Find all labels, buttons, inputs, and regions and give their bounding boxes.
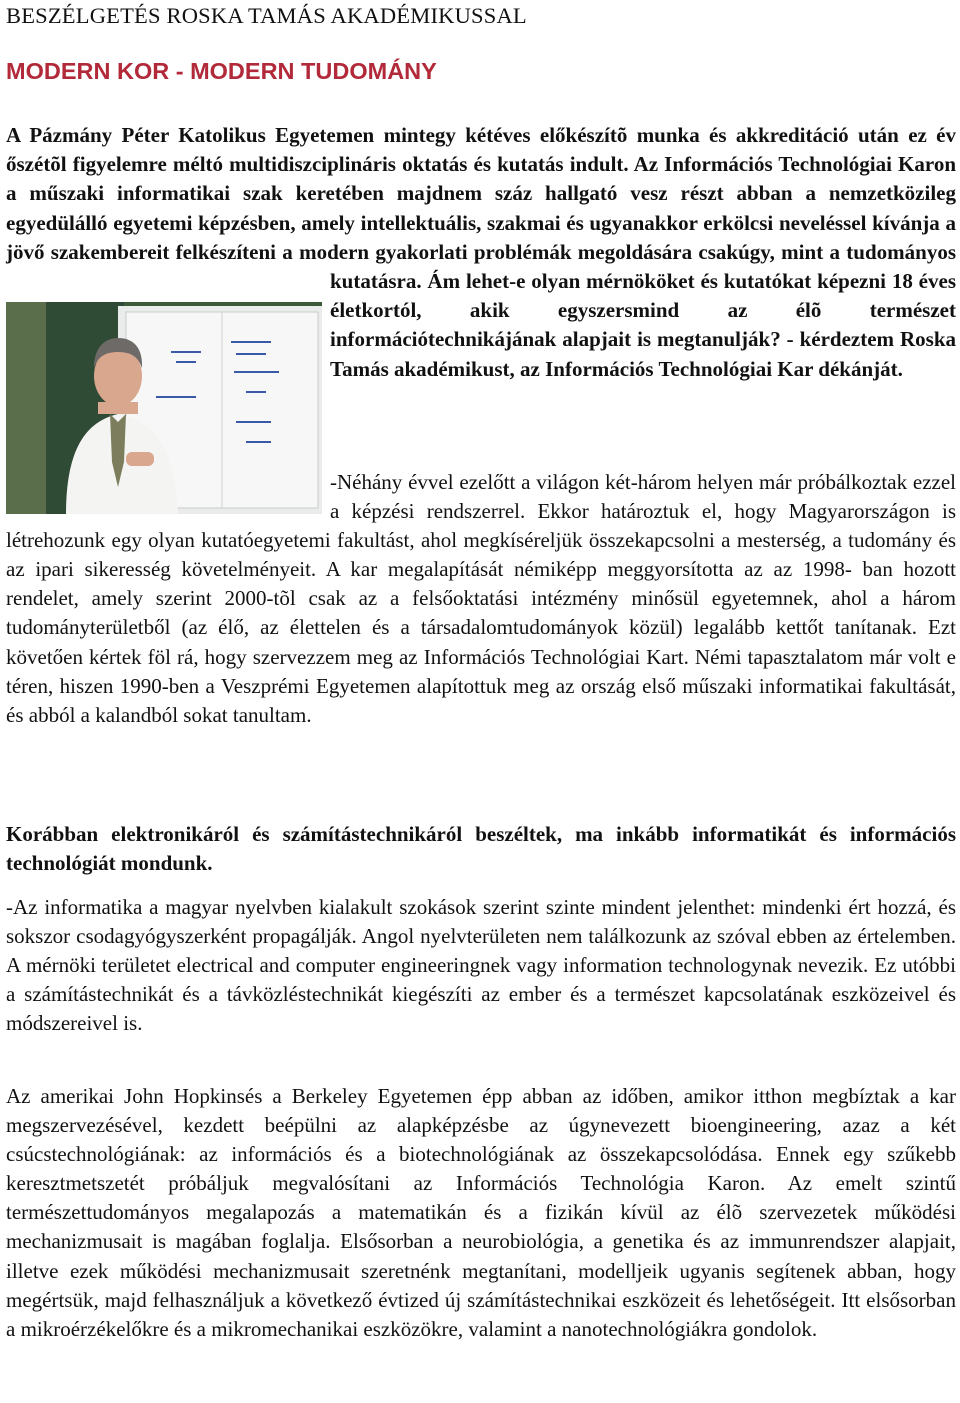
lead-paragraph: [6, 121, 956, 514]
article-title: MODERN KOR - MODERN TUDOMÁNY: [6, 58, 437, 84]
answer-paragraph-3: Az amerikai John Hopkinsés a Berkeley Egyetemen épp abban az időben, amikor itthon megbíztak a kar megszervezésével, kezdett beépülni az alapképzésbe az úgynevezett bioengineering, azaz a két csúcstechnológiának: az információs és a biotechnológiának az összekapcsolódása. Ennek egy szűkebb keresztmetszetét próbáljuk megvalósítani az Információs Technológia Karon. Az emelt szintű természettudományos megalapozás a matematikán és a fizikán kívül az élõ szervezetek működési mechanizmusait is magában foglalja. Elsősorban a neurobiológia, a genetika és az immunrendszer alapjait, illetve ezek működési mechanizmusait szeretnénk megtanítani, modelljeik ugyanis segítenek abban, hogy megértsük, majd felhasználjuk a következő évtized új számítástechnikai eszközeit és lehetőségeit. Itt elsősorban a mikroérzékelőkre és a mikromechanikai eszközökre, valamint a nanotechnológiákra gondolok.: [6, 1084, 956, 1341]
photo-wrap-space: [6, 468, 330, 526]
page-header: BESZÉLGETÉS ROSKA TAMÁS AKADÉMIKUSSAL: [6, 3, 527, 28]
answer-paragraph-2: -Az informatika a magyar nyelvben kialakult szokások szerint szinte mindent jelenthet: mindenki ért hozzá, és sokszor csodagyógyszerként propagálják. Angol nyelvterületen nem találkozunk az szóval ebben az értelemben. A mérnöki területet electrical and computer engineeringnek vagy information technologynak nevezik. Ez utóbbi a számítástechnikát és a távközléstechnikát kiegészíti az ember és a természet kapcsolatának eszközeivel és módszereivel is.: [6, 895, 956, 1036]
lead-text: A Pázmány Péter Katolikus Egyetemen mintegy kétéves előkészítõ munka és akkreditáció után ez év őszétõl figyelemre méltó multidiszciplináris oktatás és kutatás indult. Az Információs Technológiai Karon a műszaki informatikai szak keretében majdnem száz hallgató vesz részt abban a nemzetközileg egyedülálló egyetemi képzésben, amely intellektuális, szakmai és ugyanakkor erkölcsi neveléssel kívánja a jövő szakembereit felkészíteni a modern gyakorlati problémák megoldására csakúgy, mint a tudományos kutatásra. Ám lehet-e olyan mérnököket és kutatókat képezni 18 éves életkortól, akik egyszersmind az élõ természet információtechnikájának alapjait is megtanulják? - kérdeztem Roska Tamás akadémikust, az Információs Technológiai Kar dékánját.: [6, 123, 956, 381]
question-2: Korábban elektronikáról és számítástechnikáról beszéltek, ma inkább informatikát és információs technológiát mondunk.: [6, 822, 956, 875]
answer-paragraph-1: [6, 468, 956, 730]
answer-1-text: -Néhány évvel ezelőtt a világon két-három helyen már próbálkoztak ezzel a képzési rendszerrel. Ekkor határoztuk el, hogy Magyarországon is létrehozunk egy olyan kutatóegyetemi fakultást, ahol megkíséreljük összekapcsolni a mesterség, a tudomány és az ipari sikeresség követelményeit. A kar megalapítását némiképp meggyorsította az az 1998- ban hozott rendelet, amely szerint 2000-tõl csak az a felsőoktatási intézmény minősül egyetemnek, ahol a három tudományterületből (az élő, az élettelen és a társadalomtudományok közül) legalább kettőt tanítanak. Ezt követően kértek föl rá, hogy szervezzem meg az Információs Technológiai Kart. Némi tapasztalatom már volt e téren, hiszen 1990-ben a Veszprémi Egyetemen alapítottuk meg az ország első műszaki informatikai fakultását, és abból a kalandból sokat tanultam.: [6, 470, 956, 727]
